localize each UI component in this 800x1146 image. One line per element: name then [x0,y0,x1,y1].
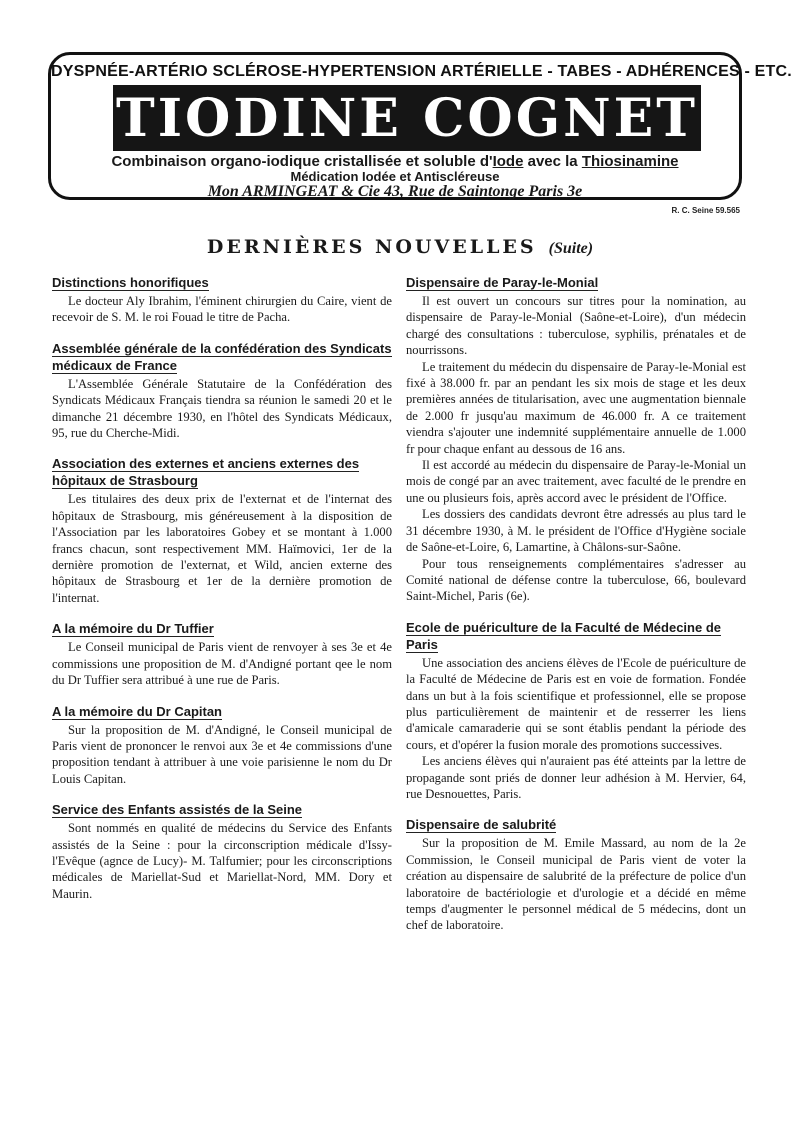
page-title-main: DERNIÈRES NOUVELLES [206,236,537,258]
registration-number: R. C. Seine 59.565 [671,206,740,215]
left-column [52,274,392,916]
article-heading: A la mémoire du Dr Capitan [52,703,222,719]
article-paragraph: Les dossiers des candidats devront être adressés au plus tard le 31 décembre 1930, à M. le président de l'Office d'Hygiène sociale de Saône-et-Loire, 6, Lamartine, à Châlons-sur-Saône. [406,507,746,555]
ad-medication: Médication Iodée et Antiscléreuse [290,169,500,184]
article-paragraph: Il est accordé au médecin du dispensaire de Paray-le-Monial un mois de congé par an avec traitement, avec faculté de le prendre en une ou plusieurs fois, après accord avec le président de l'Office. [406,458,746,505]
article [52,620,392,688]
article-paragraph: Le docteur Aly Ibrahim, l'éminent chirurgien du Caire, vient de recevoir de S. M. le roi Fouad le titre de Pacha. [52,294,392,325]
ad-description [51,153,739,170]
ad-brand-name: TIODINE COGNET [116,87,698,149]
article [406,816,746,933]
article-paragraph: Sur la proposition de M. Emile Massard, au nom de la 2e Commission, le Conseil municipal de Paris vient de voter la création au dispensaire de salubrité de la préfecture de police d'un laboratoire de bactériologie et d'urologie et a décidé en même temps d'augmenter le personnel médical de 5 médecins, dont un chef de laboratoire. [406,836,746,933]
ad-indications: DYSPNÉE-ARTÉRIO SCLÉROSE-HYPERTENSION ARTÉRIELLE - TABES - ADHÉRENCES - ETC. [51,63,792,80]
article-paragraph: Pour tous renseignements complémentaires s'adresser au Comité national de défense contre la tuberculose, 66, boulevard Saint-Michel, Paris (6e). [406,556,746,604]
article-heading: Dispensaire de Paray-le-Monial [406,275,599,290]
ad-desc-thio: Thiosinamine [581,153,679,170]
ad-desc-part1: Combinaison organo-iodique cristallisée et soluble d' [111,153,493,170]
article-heading: Service des Enfants assistés de la Seine [52,802,303,818]
article-paragraph: Sur la proposition de M. d'Andigné, le Conseil municipal de Paris vient de prononcer le renvoi aux 3e et 4e commissions d'une proposition tendant à attribuer à une voie parisienne le nom du Dr Louis Capitan. [52,722,392,786]
article [52,801,392,902]
article [406,274,746,605]
ad-desc-iode: Iode [492,153,524,170]
article-paragraph: L'Assemblée Générale Statutaire de la Confédération des Syndicats Médicaux Français tiendra sa réunion le samedi 20 et le dimanche 21 décembre 1930, en l'hôtel des Syndicats Médicaux, 95, rue du Cherche-Midi. [52,376,392,441]
article-paragraph: Les titulaires des deux prix de l'externat et de l'internat des hôpitaux de Strasbourg, mis généreusement à la disposition de l'Association par les laboratoires Gobey et se montant à 1.000 francs chacun, sont respectivement MM. Haïmovici, 1er de la dernière promotion de l'externat, et Wild, ancien externe des hôpitaux de Strasbourg et 1er de la dernière promotion de l'internat. [52,492,392,605]
article [52,340,392,442]
ad-address: Mon ARMINGEAT & Cie 43, Rue de Saintonge Paris 3e [207,183,583,200]
article [52,274,392,326]
article [52,455,392,606]
page-title [0,236,800,258]
advertisement-box [48,52,792,200]
article-heading: A la mémoire du Dr Tuffier [52,621,214,637]
article-paragraph: Une association des anciens élèves de l'Ecole de puériculture de la Faculté de Médecine de Paris est en voie de formation. Fondée dans un but à la fois scientifique et professionnel, elle se propose plus particulièrement de maintenir et de resserrer les liens d'amicale camaraderie qui se sont établis pendant la période des cours, et d'opérer la fusion morale des promotions successives. [406,655,746,752]
article-heading: Dispensaire de salubrité [406,817,557,833]
article-paragraph: Le traitement du médecin du dispensaire de Paray-le-Monial est fixé à 38.000 fr. par an pendant les six mois de stage et les deux premières années de titularisation, avec une augmentation biennale de 2.000 fr jusqu'au maximum de 46.000 fr. A ce traitement viendra s'ajouter une indemnité supplémentaire annuelle de 1.000 fr pour chaque enfant au dessous de 16 ans. [406,359,746,456]
article [406,619,746,803]
article-heading: Ecole de puériculture de la Faculté de Médecine de Paris [406,619,721,652]
article-paragraph: Les anciens élèves qui n'auraient pas été atteints par la lettre de propagande sont priés de donner leur adhésion à M. Hervier, 64, rue Desnouettes, Paris. [406,754,746,801]
article-paragraph: Sont nommés en qualité de médecins du Service des Enfants assistés de la Seine : pour la circonscription médicale d'Issy-l'Evêque (agnce de Lucy)- M. Talfumier; pour les circonscriptions médicales de Mariellat-Sud et Mariellat-Nord, MM. Dory et Maurin. [52,821,392,901]
article-heading: Assemblée générale de la confédération des Syndicats médicaux de France [52,340,392,373]
ad-desc-part2: avec la [523,153,582,170]
article-heading: Distinctions honorifiques [52,275,209,290]
page-title-suite: (Suite) [548,240,594,257]
article-heading: Association des externes et anciens externes des hôpitaux de Strasbourg [52,456,360,489]
right-column [406,274,746,948]
ad-brand-banner [113,85,701,151]
article-paragraph: Il est ouvert un concours sur titres pour la nomination, au dispensaire de Paray-le-Monial (Saône-et-Loire), d'un médecin chargé des consultations : tuberculose, syphilis, prénatales et de nourrissons. [406,294,746,358]
article [52,703,392,788]
article-paragraph: Le Conseil municipal de Paris vient de renvoyer à ses 3e et 4e commissions une proposition de M. d'Andigné portant qee le nom du Dr Tuffier sera attribué à une rue de Paris. [52,640,392,688]
